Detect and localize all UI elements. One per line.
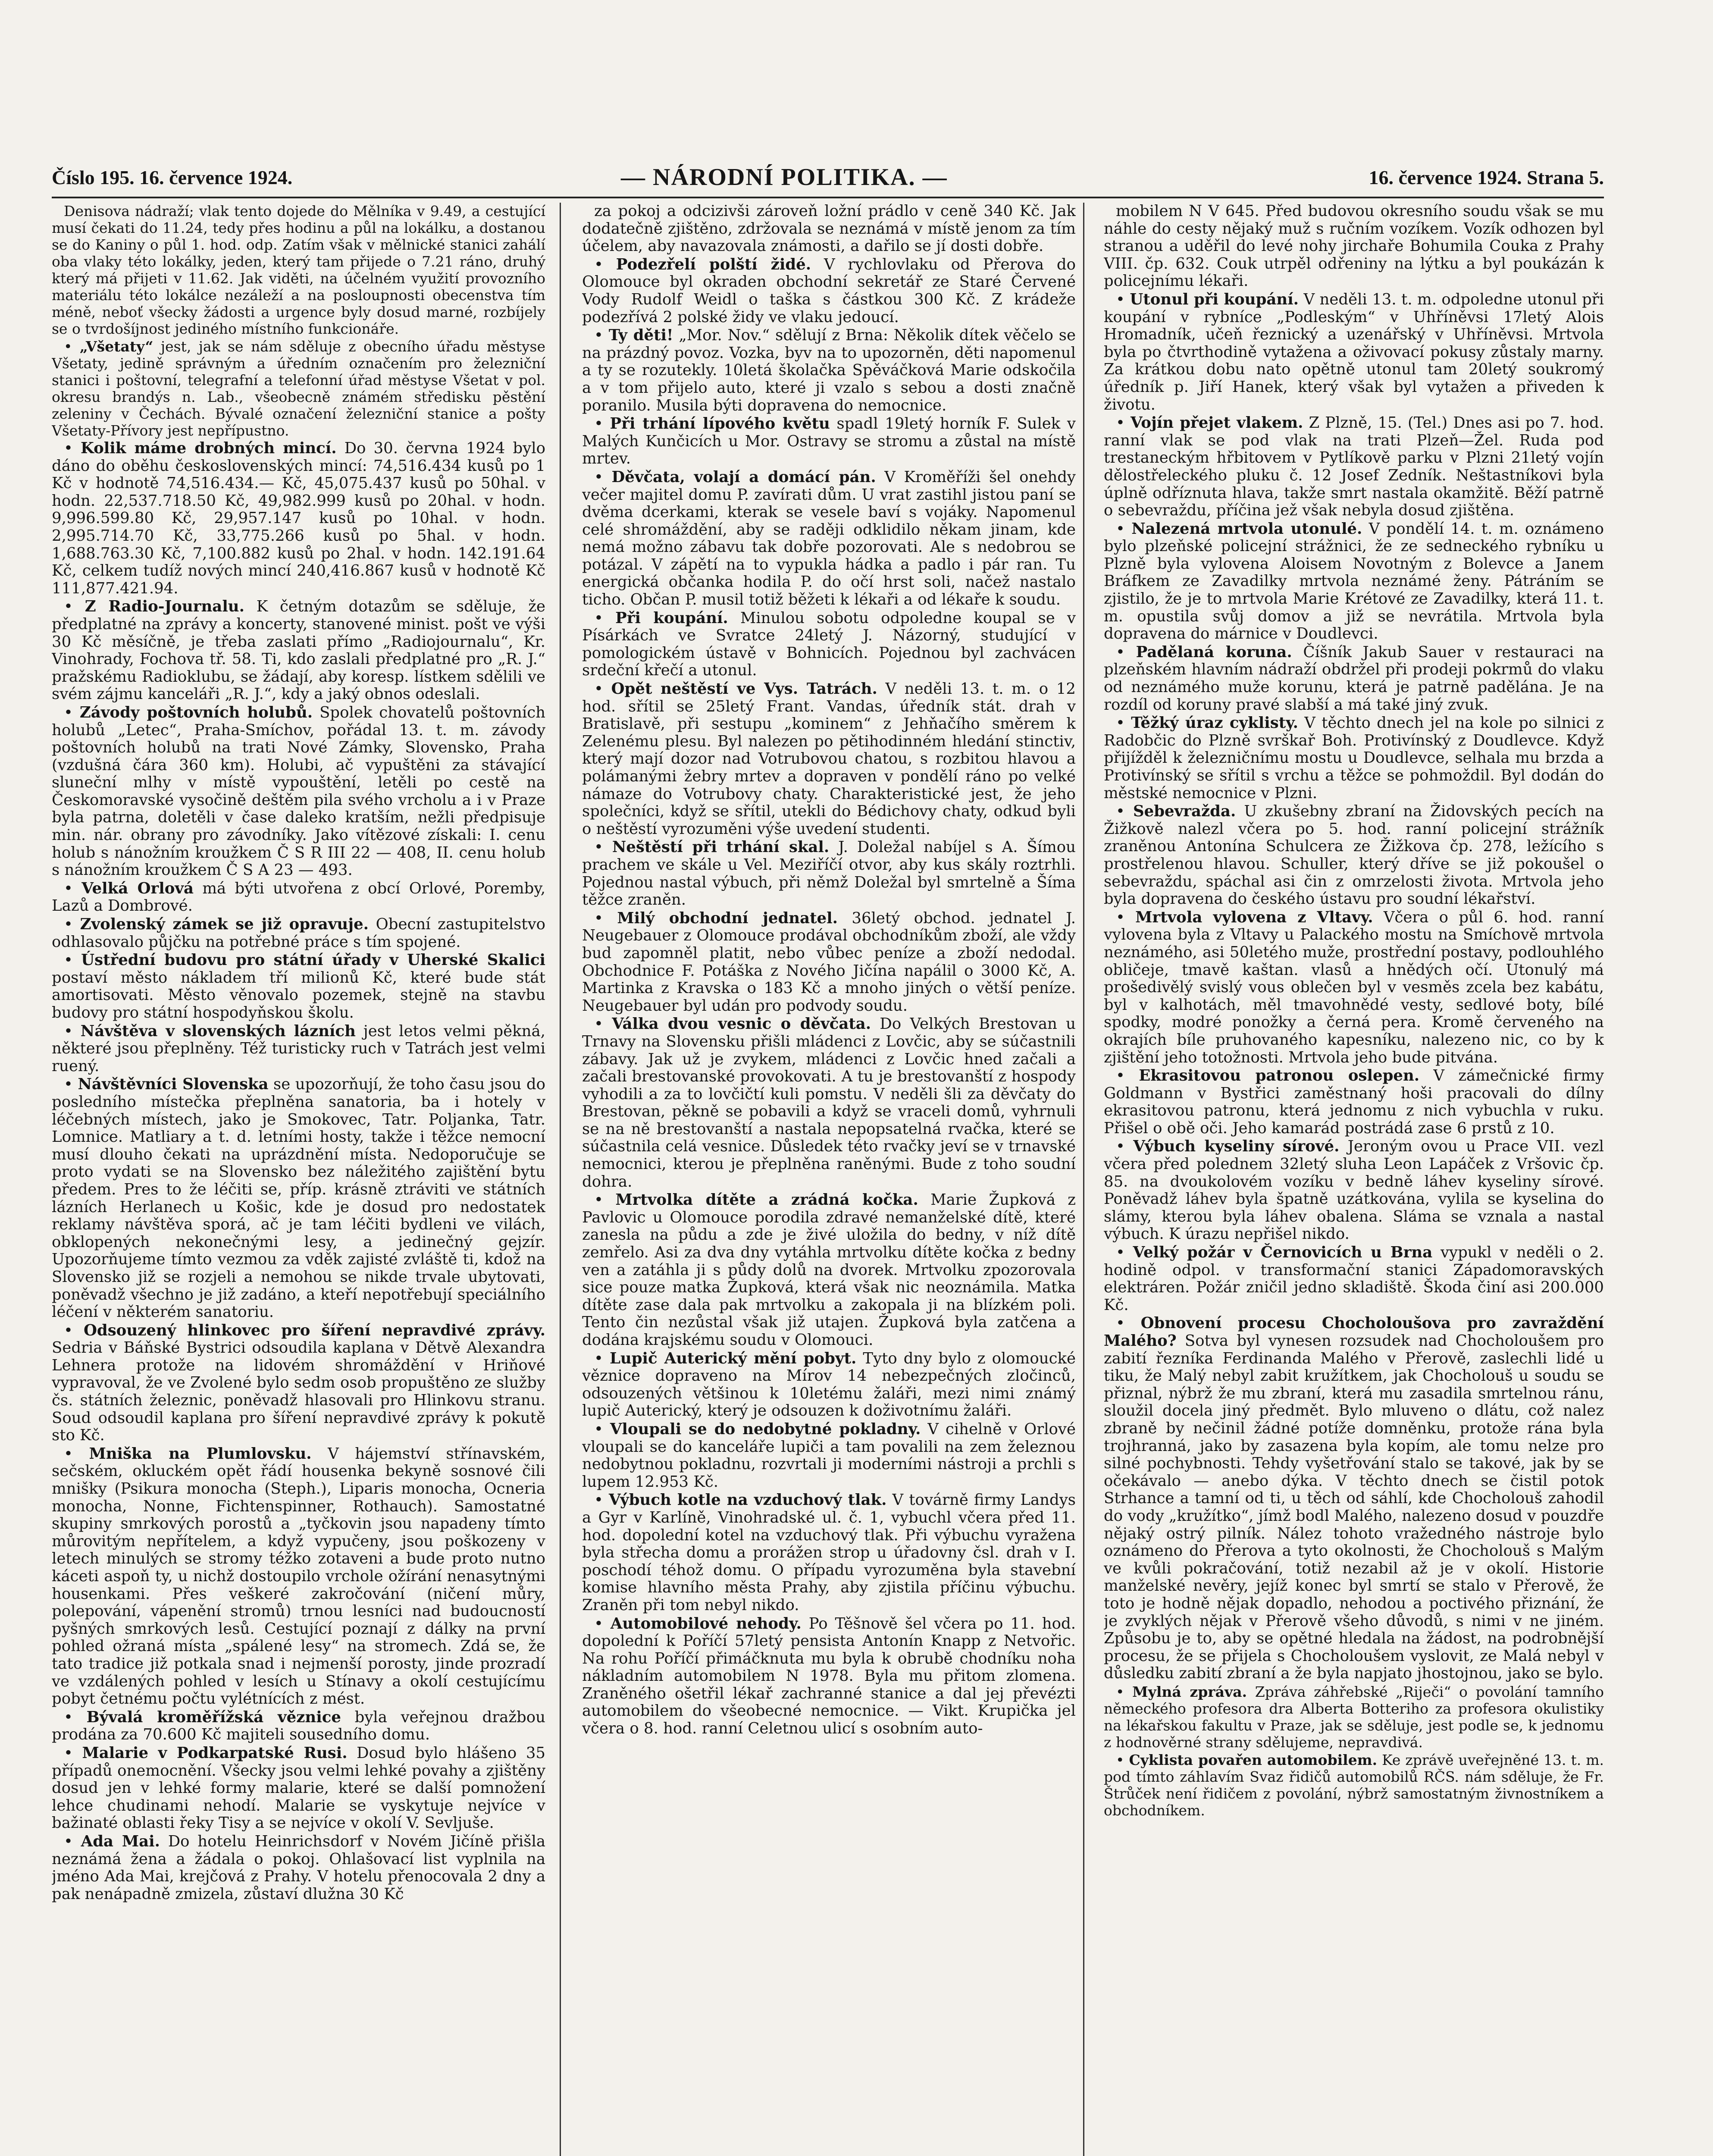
article: • Kolik máme drobných mincí. Do 30. června 1924 bylo dáno do oběhu československých mincí: 74,516.434 kusů po 1 Kč v hodnotě 74,516.434.— Kč, 45,075.437 kusů po 50hal. v hodn. 22,537.718.50 Kč, 49,982.999 kusů po 20hal. v hodn. 9,996.599.80 Kč, 29,957.147 kusů po 10hal. v hodn. 2,995.714.70 Kč, 33,775.266 kusů po 5hal. v hodn. 1,688.763.30 Kč, 7,100.882 kusů po 2hal. v hodn. 142.191.64 Kč, celkem tudíž nových mincí 240,416.867 kusů v hodnotě Kč 111,877.421.94. bbox=[52, 439, 545, 597]
article: • Vloupali se do nedobytné pokladny. V cihelně v Orlové vloupali se do kanceláře lupiči a tam povalili na zem železnou nedobytnou pokladnu, rozvrtali ji moderními nástroji a prchli s lupem 12.953 Kč. bbox=[582, 1420, 1076, 1491]
article-headline: Utonul při koupání. bbox=[1130, 290, 1299, 308]
page-header bbox=[52, 166, 1604, 196]
article: • Děvčata, volají a domácí pán. V Kroměříži šel onehdy večer majitel domu P. zavírati dům. U vrat zastihl jistou paní se dvěma dcerkami, kterak se vesele baví s vojáky. Napomenul celé shromáždění, aby se raději odklidilo někam jinam, kde nemá možno zábavu tak dobře pozorovati. Ale s nedobrou se potázal. V zápětí na to vypukla hádka a padlo i pár ran. Tu energická občanka hodila P. do očí hrst soli, načež nastalo ticho. Občan P. musil totiž běžeti k lékaři a od lékaře k soudu. bbox=[582, 468, 1076, 609]
article-text: postaví město nákladem tří milionů Kč, které bude stát amortisovati. Město věnovalo pozemek, stejně na stavbu budovy pro státní hospodyňskou školu. bbox=[52, 968, 545, 1022]
article-headline: Ústřední budovu pro státní úřady v Uherské Skalici bbox=[81, 951, 545, 969]
article-headline: Válka dvou vesnic o děvčata. bbox=[612, 1015, 871, 1033]
article-text: V cihelně v Orlové vloupali se do kanceláře lupiči a tam povalili na zem železnou nedobytnou pokladnu, rozvrtali ji moderními nástroji a prchli s lupem 12.953 Kč. bbox=[582, 1420, 1076, 1491]
article-headline: Kolik máme drobných mincí. bbox=[81, 439, 337, 457]
article: • Neštěstí při trhání skal. J. Doležal nabíjel s A. Šímou prachem ve skále u Vel. Meziříčí otvor, aby kus skály roztrhli. Pojednou nastal výbuch, při němž Doležal byl smrtelně a Šíma těžce zraněn. bbox=[582, 838, 1076, 909]
article-headline: Velký požár v Černovicích u Brna bbox=[1133, 1244, 1433, 1262]
issue-number: Číslo 195. 16. července 1924. bbox=[52, 166, 293, 188]
article-text: 36letý obchod. jednatel J. Neugebauer z Olomouce prodával obchodníkům zboží, ale vždy bud zapomněl platit, nebo vůbec peníze a zboží nedodal. Obchodnice F. Potáška z Nového Jičína napálil o 3000 Kč, A. Martinka z Kravska o 183 Kč a mnoho jiných o větší peníze. Neugebauer byl udán pro podvody soudu. bbox=[582, 909, 1076, 1015]
article-headline: Děvčata, volají a domácí pán. bbox=[611, 468, 876, 486]
masthead: — NÁRODNÍ POLITIKA. — bbox=[621, 164, 948, 191]
article-text: Obecní zastupitelstvo odhlasovalo půjčku na potřebné práce s tím spojené. bbox=[52, 915, 545, 951]
article-headline: Opět neštěstí ve Vys. Tatrách. bbox=[611, 680, 877, 698]
article-headline: Závody poštovních holubů. bbox=[79, 703, 313, 721]
article-text: jest letos velmi pěkná, některé jsou přeplněny. Též turisticky ruch v Tatrách jest velmi ruený. bbox=[52, 1022, 545, 1075]
article-text: Ke zprávě uveřejněné 13. t. m. pod tímto záhlavím Svaz řidičů automobilů RČS. nám sděluje, že Fr. Štrůček není řidičem z povolání, nýbrž samostatným živnostníkem a obchodníkem. bbox=[1104, 1751, 1604, 1819]
article bbox=[52, 203, 545, 337]
article: • Při koupání. Minulou sobotu odpoledne koupal se v Písárkách ve Svratce 24letý J. Názorný, studující v pomologickém ústavě v Bohnicích. Pojednou byl zachvácen srdeční křečí a utonul. bbox=[582, 609, 1076, 680]
article-text: „Mor. Nov.“ sdělují z Brna: Několik dítek věčelo se na prázdný povoz. Vozka, byv na to upozorněn, děti napomenul a ty se rozutekly. 10letá školačka Spěváčková Marie odskočila a v tom přijelo auto, které ji vzalo s sebou a dosti značně poranilo. Musila býti dopravena do nemocnice. bbox=[582, 326, 1076, 414]
article-text: mobilem N V 645. Před budovou okresního soudu však se mu náhle do cesty nějaký muž s ručním vozíkem. Vozík odhozen byl stranou a uděřil do levé nohy jirchaře Bohumila Couka z Prahy VIII. čp. 632. Couk utrpěl odřeniny na lýtku a byl poukázán k policejnímu lékaři. bbox=[1104, 203, 1604, 290]
article-headline: Bývalá kroměřížská věznice bbox=[86, 1708, 341, 1726]
article-headline: Vojín přejet vlakem. bbox=[1131, 414, 1303, 432]
article-headline: Nalezená mrtvola utonulé. bbox=[1131, 520, 1362, 538]
article-text: Tyto dny bylo z olomoucké věznice dopraveno na Mírov 14 nebezpečných zločinců, odsouzených většinou k 10letému žaláři, mezi nimi známý lupič Auterický, který je odsouzen k doživotnímu žaláři. bbox=[582, 1349, 1076, 1420]
article: • Mrtvolka dítěte a zrádná kočka. Marie Župková z Pavlovic u Olomouce porodila zdravé nemanželské dítě, které zanesla na půdu a zde je živé uložila do bedny, v níž dítě zemřelo. Asi za dva dny vytáhla mrtvolku dítěte kočka z bedny ven a zatáhla ji s půdy dolů na dvorek. Mrtvolku zpozorovala sice pouze matka Župková, která však nic neoznámila. Matka dítěte zase dala pak mrtvolku a zakopala ji na blízkém poli. Tento čin nezůstal však již utajen. Župková byla zatčena a dodána krajskému soudu v Olomouci. bbox=[582, 1191, 1076, 1349]
article-headline: Při koupání. bbox=[615, 609, 728, 627]
article-text: Denisova nádraží; vlak tento dojede do Mělníka v 9.49, a cestující musí čekati do 11.24, tedy přes hodinu a půl na lokálku, a dostanou se do Kaniny o půl 1. hod. odp. Zatím však v mělnické stanici zahálí oba vlaky této lokálky, jeden, který tam přijede o 7.21 ráno, druhý který má přijeti v 11.62. Jak viděti, na účelném využití provozního materiálu této lokálce nezáleží a na posloupnosti obecenstva tím méně, neboť všecky žádosti a urgence byly dosud marné, rozbíjely se o tvrdošíjnost jediného místního funkcionáře. bbox=[52, 203, 545, 337]
article-headline: Milý obchodní jednatel. bbox=[617, 909, 838, 927]
article-text: Z Plzně, 15. (Tel.) Dnes asi po 7. hod. ranní vlak se pod vlak na trati Plzeň—Žel. Ruda pod trestaneckým hřbitovem v Pytlíkově parku v Plzni 21letý vojín dělostřeleckého pluku č. 12 Josef Zedník. Neštastníkovi byla úplně odříznuta hlava, takže smrt nastala okamžitě. Běží patrně o sebevraždu, příčina jež však nebyla dosud zjištěna. bbox=[1104, 414, 1604, 520]
article-text: J. Doležal nabíjel s A. Šímou prachem ve skále u Vel. Meziříčí otvor, aby kus skály roztrhli. Pojednou nastal výbuch, při němž Doležal byl smrtelně a Šíma těžce zraněn. bbox=[582, 838, 1076, 909]
article-headline: Podezřelí polští židé. bbox=[616, 255, 811, 273]
article: • Odsouzený hlinkovec pro šíření nepravdivé zprávy. Sedria v Báňské Bystrici odsoudila kaplana v Dětvě Alexandra Lehnera protože na lidovém shromáždění v Hriňové vypravoval, že ve Zvolené bylo sedm osob propuštěno ze služby čs. státních železnic, poněvadž hlasovali pro Hlinkovu stranu. Soud odsoudil kaplana pro šíření nepravdivé zprávy k pokutě sto Kč. bbox=[52, 1321, 545, 1445]
article: • Milý obchodní jednatel. 36letý obchod. jednatel J. Neugebauer z Olomouce prodával obchodníkům zboží, ale vždy bud zapomněl platit, nebo vůbec peníze a zboží nedodal. Obchodnice F. Potáška z Nového Jičína napálil o 3000 Kč, A. Martinka z Kravska o 183 Kč a mnoho jiných o větší peníze. Neugebauer byl udán pro podvody soudu. bbox=[582, 909, 1076, 1015]
article-headline: Při trhání lípového květu bbox=[610, 415, 830, 433]
article-text: jest, jak se nám sděluje z obecního úřadu městyse Všetaty, jedině správným a úředním označením pro železniční stanici i poštovní, telegrafní a telefonní úřad městyse Všetat v pol. okresu brandýs n. Lab., všeobecně známém středisku pěstění zeleniny v Čechách. Bývalé označení železniční stanice a pošty Všetaty-Přívory jest nepřípustno. bbox=[52, 338, 545, 439]
article-headline: Mrtvola vylovena z Vltavy. bbox=[1135, 908, 1373, 926]
article-text: Minulou sobotu odpoledne koupal se v Písárkách ve Svratce 24letý J. Názorný, studující v pomologickém ústavě v Bohnicích. Pojednou byl zachvácen srdeční křečí a utonul. bbox=[582, 609, 1076, 680]
article-text: U zkušebny zbraní na Židovských pecích na Žižkově nalezl včera po 5. hod. ranní policejní strážník zraněnou Antonína Schulcera ze Žižkova čp. 278, ležícího s prostřelenou hlavou. Schuller, který dříve se již pokoušel o sebevraždu, spáchal asi čin z omrzelosti života. Mrtvola jeho byla dopravena do českého ústavu pro soudní lékařství. bbox=[1104, 802, 1604, 908]
article: • „Všetaty“ jest, jak se nám sděluje z obecního úřadu městyse Všetaty, jedině správným a úředním označením pro železniční stanici i poštovní, telegrafní a telefonní úřad městyse Všetat v pol. okresu brandýs n. Lab., všeobecně známém středisku pěstění zeleniny v Čechách. Bývalé označení železniční stanice a pošty Všetaty-Přívory jest nepřípustno. bbox=[52, 338, 545, 439]
article-headline: Zvolenský zámek se již opravuje. bbox=[80, 915, 369, 934]
article-text: V pondělí 14. t. m. oznámeno bylo plzeňské policejní strážnici, že ze sedneckého rybníku u Plzně byla vylovena Aloisem Novotným z Bolevce a Janem Bráfkem ze Zavadilky mrtvola neznámé ženy. Pátráním se zjistilo, že je to mrtvola Marie Krétové ze Zavadilky, která 11. t. m. opustila svůj domov a již se nevrátila. Mrtvola byla dopravena do márnice v Doudlevci. bbox=[1104, 520, 1604, 643]
article: • Závody poštovních holubů. Spolek chovatelů poštovních holubů „Letec“, Praha-Smíchov, pořádal 13. t. m. závody poštovních holubů na trati Nové Zámky, Slovensko, Praha (vzdušná čára 360 km). Holubi, ač vypuštěni za stávající sluneční mlhy v místě vypouštění, letěli po cestě na Českomoravské vysočině deštěm pila svého vrcholu a i v Praze byla patrna, doletěli v čase daleko kratším, nežli předpisuje min. nár. obrany pro závodníky. Jako vítězové získali: I. cenu holub s nánožním kroužkem Č S R III 22 — 408, II. cenu holub s nánožním kroužkem Č S A 23 — 493. bbox=[52, 703, 545, 879]
article-text: Dosud bylo hlášeno 35 případů onemocnění. Všecky jsou velmi lehké povahy a zjištěny dosud jen v lehké formy malarie, které se další pomnožení lehce chudinami nehodí. Malarie se vyskytuje nejvíce v bažinaté oblasti řeky Tisy a se nejvíce v okolí V. Sevljuše. bbox=[52, 1744, 545, 1832]
article: • Mrtvola vylovena z Vltavy. Včera o půl 6. hod. ranní vylovena byla z Vltavy u Palackého mostu na Smíchově mrtvola neznámého, asi 50letého muže, prostřední postavy, podlouhlého obličeje, tmavě kaštan. vlasů a hnědých očí. Utonulý má prošedivělý svislý vous oblečen byl v vesměs zcela bez kabátu, byl v kalhotách, měl tmavohnědé vesty, sedlové boty, bílé spodky, modré ponožky a černá pera. Kromě červeného na okrajích bíle pruhovaného kapesníku, nalezeno nic, co by k zjištění jeho totožnosti. Mrtvola jeho bude pitvána. bbox=[1104, 908, 1604, 1066]
article bbox=[582, 203, 1076, 255]
article: • Mniška na Plumlovsku. V hájemství střínavském, sečském, okluckém opět řádí housenka bekyně sosnové čili mnišky (Psikura monocha (Steph.), Liparis monocha, Ocneria monocha, Nonne, Fichtenspinner, Rothauch). Samostatné skupiny smrkových porostů a „tyčkovin jsou napadeny tímto můrovitým nepřítelem, a když vypučeny, jsou poškozeny v letech minulých se stromy téžko zotaveni a bude proto nutno káceti aspoň ty, u nichž dostoupilo vrchole ožírání nenasytnými housenkami. Přes veškeré zakročování (ničení můry, polepování, vápenění stromů) trnou lesníci nad budoucností pyšných smrkových lesů. Cestující poznají z dálky na první pohled ožraná místa „spálené lesy“ na stromech. Zdá se, že tato tradice již potkala snad i nejmenší porosty, jinde prozradí ve vzdálených pohled v lesích u Stínavy a okolí cestujícímu pobyt četnému počtu vylétnících z mést. bbox=[52, 1445, 545, 1708]
column-divider bbox=[1083, 203, 1084, 2156]
article-headline: Lupič Auterický mění pobyt. bbox=[609, 1349, 857, 1367]
article-text: V neděli 13. t. m. odpoledne utonul při koupání v rybníce „Podleským“ v Uhříněvsi 17letý Alois Hromadník, učeň řeznický a uzenářský v Uhříněvsi. Mrtvola byla po čtvrthodině vytažena a oživovací pokusy zůstaly marny. Za krátkou dobu nato opětně utonul tam 20letý soukromý úředník p. Jiří Hanek, který však byl vytažen a přiveden k životu. bbox=[1104, 290, 1604, 414]
article: • Velká Orlová má býti utvořena z obcí Orlové, Poremby, Lazů a Dombrové. bbox=[52, 879, 545, 915]
article-headline: Těžký úraz cyklisty. bbox=[1131, 714, 1299, 732]
article-text: Sedria v Báňské Bystrici odsoudila kaplana v Dětvě Alexandra Lehnera protože na lidovém shromáždění v Hriňové vypravoval, že ve Zvolené bylo sedm osob propuštěno ze služby čs. státních železnic, poněvadž hlasovali pro Hlinkovu stranu. Soud odsoudil kaplana pro šíření nepravdivé zprávy k pokutě sto Kč. bbox=[52, 1339, 545, 1445]
article: • Lupič Auterický mění pobyt. Tyto dny bylo z olomoucké věznice dopraveno na Mírov 14 nebezpečných zločinců, odsouzených většinou k 10letému žaláři, mezi nimi známý lupič Auterický, který je odsouzen k doživotnímu žaláři. bbox=[582, 1349, 1076, 1420]
article: • Výbuch kyseliny sírové. Jeroným ovou u Prace VII. vezl včera před polednem 32letý sluha Leon Lapáček z Vršovic čp. 85. na dvoukolovém vozíku v bedně láhev kyseliny sírové. Poněvadž láhev byla špatně uzátkována, vylila se kyselina do slámy, kterou byla láhev obalena. Sláma se vznala a nastal výbuch. K úrazu nepřišel nikdo. bbox=[1104, 1138, 1604, 1243]
article: • Těžký úraz cyklisty. V těchto dnech jel na kole po silnici z Radobčic do Plzně svrškař Boh. Protivínský z Doudlevce. Když přijížděl k železničnímu mostu u Doudlevce, selhala mu brzda a Protivínský se sřítil s vrchu a těžce se pohmoždil. Byl dodán do městské nemocnice v Plzni. bbox=[1104, 714, 1604, 802]
article-text: vypukl v neděli o 2. hodině odpol. v transformační stanici Západomoravských elektráren. Požár zničil jedno skladiště. Škoda činí asi 200.000 Kč. bbox=[1104, 1244, 1604, 1314]
article: • Návštěva v slovenských lázních jest letos velmi pěkná, některé jsou přeplněny. Též turisticky ruch v Tatrách jest velmi ruený. bbox=[52, 1022, 545, 1075]
article-headline: Ekrasitovou patronou oslepen. bbox=[1139, 1067, 1420, 1085]
article: • Cyklista povařen automobilem. Ke zprávě uveřejněné 13. t. m. pod tímto záhlavím Svaz řidičů automobilů RČS. nám sděluje, že Fr. Štrůček není řidičem z povolání, nýbrž samostatným živnostníkem a obchodníkem. bbox=[1104, 1751, 1604, 1819]
article: • Z Radio-Journalu. K četným dotazům se sděluje, že předplatné na zprávy a koncerty, stanovené minist. pošt ve výši 30 Kč měsíčně, je třeba zaslati přímo „Radiojournalu“, Kr. Vinohrady, Fochova tř. 58. Ti, kdo zaslali předplatné pro „R. J.“ pražskému Radioklubu, se žádají, aby koresp. lístkem sdělili ve svém zájmu kanceláři „R. J.“, kdy a jaký obnos odeslali. bbox=[52, 598, 545, 703]
article: • Mylná zpráva. Zpráva záhřebské „Riječi“ o povolání tamního německého profesora dra Alberta Botteriho za profesora okulistiky na lékařskou fakultu v Praze, jak se sděluje, jest podle se, k jednomu z hodnověrné strany sdělujeme, nepravdivá. bbox=[1104, 1683, 1604, 1751]
article-headline: Velká Orlová bbox=[81, 879, 194, 897]
article: • Nalezená mrtvola utonulé. V pondělí 14. t. m. oznámeno bylo plzeňské policejní strážnici, že ze sedneckého rybníku u Plzně byla vylovena Aloisem Novotným z Bolevce a Janem Bráfkem ze Zavadilky mrtvola neznámé ženy. Pátráním se zjistilo, že je to mrtvola Marie Krétové ze Zavadilky, která 11. t. m. opustila svůj domov a již se nevrátila. Mrtvola byla dopravena do márnice v Doudlevci. bbox=[1104, 520, 1604, 643]
article: • Sebevražda. U zkušebny zbraní na Židovských pecích na Žižkově nalezl včera po 5. hod. ranní policejní strážník zraněnou Antonína Schulcera ze Žižkova čp. 278, ležícího s prostřelenou hlavou. Schuller, který dříve se již pokoušel o sebevraždu, spáchal asi čin z omrzelosti života. Mrtvola jeho byla dopravena do českého ústavu pro soudní lékařství. bbox=[1104, 802, 1604, 908]
article-headline: Výbuch kyseliny sírové. bbox=[1133, 1138, 1340, 1156]
article: • Podezřelí polští židé. V rychlovlaku od Přerova do Olomouce byl okraden obchodní sekretář ze Staré Červené Vody Rudolf Weidl o taška s částkou 300 Kč. Z krádeže podezřívá 2 polské židy ve vlaku jedoucí. bbox=[582, 255, 1076, 326]
article-headline: Návštěva v slovenských lázních bbox=[80, 1022, 356, 1040]
article-text: V rychlovlaku od Přerova do Olomouce byl okraden obchodní sekretář ze Staré Červené Vody Rudolf Weidl o taška s částkou 300 Kč. Z krádeže podezřívá 2 polské židy ve vlaku jedoucí. bbox=[582, 255, 1076, 326]
article-text: Zpráva záhřebské „Riječi“ o povolání tamního německého profesora dra Alberta Botteriho za profesora okulistiky na lékařskou fakultu v Praze, jak se sděluje, jest podle se, k jednomu z hodnověrné strany sdělujeme, nepravdivá. bbox=[1104, 1683, 1604, 1751]
article-text: za pokoj a odcizivši zároveň ložní prádlo v ceně 340 Kč. Jak dodatečně zjištěno, zdržovala se neznámá v místě jenom za tím účelem, aby navazovala známosti, a dařilo se jí dosti dobře. bbox=[582, 203, 1076, 255]
article-text: spadl 19letý horník F. Sulek v Malých Kunčicích u Mor. Ostravy se stromu a zůstal na místě mrtev. bbox=[582, 415, 1076, 468]
date-page-number: 16. července 1924. Strana 5. bbox=[1369, 166, 1604, 188]
article-headline: Mrtvolka dítěte a zrádná kočka. bbox=[615, 1191, 918, 1209]
article-headline: Ty děti! bbox=[608, 326, 673, 345]
article-headline: Cyklista povařen automobilem. bbox=[1129, 1751, 1378, 1768]
article-text: Sotva byl vynesen rozsudek nad Chocholoušem pro zabití řezníka Ferdinanda Malého v Přerově, zaslechli lidé u tiku, že Malý nebyl zabit kružítkem, jak Chocholouš u soudu se přiznal, nýbrž že mu zbraní, která mu zasadila smrtelnou ránu, sloužil docela jiný předmět. Bylo mluveno o dlátu, což nalez zbraně by nečinil žádné potíže domněnku, protože rána byla trojhranná, jako by zasazena byla kopím, ale tomu nelze pro silné pochybnosti. Tehdy vyšetřování stalo se takové, jak by se očekávalo — anebo dýka. V těchto dnech se čistil potok Strhance a tamní od ti, u těch od sáhlí, kde Chocholouš zahodil do vody „kružítko“, jímž bodl Malého, nalezeno dosud v pouzdře nějaký ostrý pilník. Nález tohoto vražedného nástroje bylo oznámeno do Přerova a tyto okolnosti, že Chocholouš s Malým ve kvůli pokračování, totiž nezabil až je v okolí. Historie manželské nevěry, jejíž konec byl smrtí se stalo v Přerově, že toto je hodně nějak dopadlo, nehodou a poctivého přiznání, že je zvyklých nějak v Přerově všeho důvodů, s nimi v ne jiném. Způsobu je to, aby se opětné hledala na žádost, na podrobnější procesu, že se přijela s Chocholoušem vyslovit, ze Malá nebyl v důsledku zabití zbraní a že byla napjato jhostojnou, jako se bylo. bbox=[1104, 1332, 1604, 1683]
article-text: Do Velkých Brestovan u Trnavy na Slovensku přišli mládenci z Lovčic, aby se súčastnili zábavy. Jak už je zvykem, mládenci z Lovčic hned začali a začali brestovanské provokovati. A tu je brestovanští z hospody vyhodili a za to lovčičtí kuli pomstu. V neděli šli za děvčaty do Brestovan, pěkně se pobavili a když se vraceli domů, vyhrnuli se na ně brestovanští a nastala nepopsatelná rvačka, které se súčastnila celá vesnice. Důsledek této rvačky jeví se v trnavské nemocnici, kterou je přeplněna raněnými. Bude z toho soudní dohra. bbox=[582, 1015, 1076, 1191]
article-headline: Ada Mai. bbox=[81, 1832, 160, 1850]
article-text: V těchto dnech jel na kole po silnici z Radobčic do Plzně svrškař Boh. Protivínský z Doudlevce. Když přijížděl k železničnímu mostu u Doudlevce, selhala mu brzda a Protivínský se sřítil s vrchu a těžce se pohmoždil. Byl dodán do městské nemocnice v Plzni. bbox=[1104, 714, 1604, 802]
article: • Ekrasitovou patronou oslepen. V zámečnické firmy Goldmann v Bystřici zaměstnaný hoši pracovali do dílny ekrasitovou patronu, která jednomu z nich vybuchla v ruku. Přišel o obě oči. Jeho kamarád postrádá zase 6 prstů z 10. bbox=[1104, 1067, 1604, 1137]
article: • Malarie v Podkarpatské Rusi. Dosud bylo hlášeno 35 případů onemocnění. Všecky jsou velmi lehké povahy a zjištěny dosud jen v lehké formy malarie, které se další pomnožení lehce chudinami nehodí. Malarie se vyskytuje nejvíce v bažinaté oblasti řeky Tisy a se nejvíce v okolí V. Sevljuše. bbox=[52, 1744, 545, 1832]
article-headline: Neštěstí při trhání skal. bbox=[612, 838, 830, 856]
article-headline: Z Radio-Journalu. bbox=[85, 598, 244, 616]
article-headline: Obnovení procesu Chocholoušova pro zavraždění Malého? bbox=[1104, 1314, 1604, 1350]
article-headline: Návštěvníci Slovenska bbox=[78, 1075, 269, 1094]
article bbox=[1104, 203, 1604, 290]
column-divider bbox=[560, 203, 561, 2156]
article-text: se upozorňují, že toho času jsou do posledního místečka přeplněna sanatoria, ba i hotely v léčebných místech, jako je Smokovec, Tatr. Poljanka, Tatr. Lomnice. Matliary a t. d. letními hosty, takže i těžce nemocní musí dlouho čekati na uprázdnění místa. Nedoporučuje se proto vydati se na Slovensko bez náležitého zajištění bytu předem. Pres to že léčiti se, příp. krásně ztráviti ve státních lázních Herlanech u Košic, kde je dosud pro nedostatek reklamy návštěva sporá, ač je tam léčiti bydleni ve vilách, obklopených nekonečnými lesy, a jedinečný gejzír. Upozorňujeme tímto vezmou za vděk zajisté zvláště ti, kdož na Slovensko již se rozjeli a nemohou se nikde trvale ubytovati, poněvadž všechno je již zadáno, a kteří nepotřebují speciálního léčení v některém sanatoriu. bbox=[52, 1075, 545, 1321]
article: • Ada Mai. Do hotelu Heinrichsdorf v Novém Jičíně přišla neznámá žena a žádala o pokoj. Ohlašovací list vyplnila na jméno Ada Mai, krejčová z Prahy. V hotelu přenocovala 2 dny a pak nenápadně zmizela, zůstaví dlužna 30 Kč bbox=[52, 1832, 545, 1903]
article-headline: „Všetaty“ bbox=[79, 338, 153, 355]
article-text: Číšník Jakub Sauer v restauraci na plzeňském hlavním nádraží obdržel při prodeji pokrmů do vlaku od neznámého muže korunu, která je patrně padělána. Je na rozdíl od koruny pravé slabší a má také jiný zvuk. bbox=[1104, 643, 1604, 714]
article-text: V hájemství střínavském, sečském, okluckém opět řádí housenka bekyně sosnové čili mnišky (Psikura monocha (Steph.), Liparis monocha, Ocneria monocha, Nonne, Fichtenspinner, Rothauch). Samostatné skupiny smrkových porostů a „tyčkovin jsou napadeny tímto můrovitým nepřítelem, a když vypučeny, jsou poškozeny v letech minulých se stromy téžko zotaveni a bude proto nutno káceti aspoň ty, u nichž dostoupilo vrchole ožírání nenasytnými housenkami. Přes veškeré zakročování (ničení můry, polepování, vápenění stromů) trnou lesníci nad budoucností pyšných smrkových lesů. Cestující poznají z dálky na první pohled ožraná místa „spálené lesy“ na stromech. Zdá se, že tato tradice již potkala snad i nejmenší porosty, jinde prozradí ve vzdálených pohled v lesích u Stínavy a okolí cestujícímu pobyt četnému počtu vylétnících z mést. bbox=[52, 1445, 545, 1708]
article-text: Po Těšnově šel včera po 11. hod. dopolední k Poříčí 57letý pensista Antonín Knapp z Netvořic. Na rohu Poříčí přimáčknuta mu byla k obrubě chodníku noha nákladním automobilem N 1978. Byla mu přitom zlomena. Zraněného ošetřil lékař zachranné stanice a dal jej převézti automobilem do všeobecné nemocnice. — Vikt. Krupička jel včera o 8. hod. ranní Celetnou ulicí s osobním auto- bbox=[582, 1614, 1076, 1738]
article: • Opět neštěstí ve Vys. Tatrách. V neděli 13. t. m. o 12 hod. sřítil se 25letý Frant. Vandas, úředník stát. drah v Bratislavě, při sestupu „kominem“ z Jehňačího směrem k Zelenému plesu. Byl nalezen po pětihodinném hledání stinctiv, který mají dozor nad Votrubovou chatou, s rozbitou hlavou a polámanými žebry mrtev a dopraven v pondělí ráno po velké námaze do Votrubovy chaty. Charakteristické jest, že jeho společníci, když se sřítil, utekli do Bédichovy chaty, odkud byli o neštěstí vyrozuměni výše uvedení studenti. bbox=[582, 680, 1076, 838]
article-text: Do 30. června 1924 bylo dáno do oběhu československých mincí: 74,516.434 kusů po 1 Kč v hodnotě 74,516.434.— Kč, 45,075.437 kusů po 50hal. v hodn. 22,537.718.50 Kč, 49,982.999 kusů po 20hal. v hodn. 9,996.599.80 Kč, 29,957.147 kusů po 10hal. v hodn. 2,995.714.70 Kč, 33,775.266 kusů po 5hal. v hodn. 1,688.763.30 Kč, 7,100.882 kusů po 2hal. v hodn. 142.191.64 Kč, celkem tudíž nových mincí 240,416.867 kusů v hodnotě Kč 111,877.421.94. bbox=[52, 439, 545, 597]
article: • Ty děti! „Mor. Nov.“ sdělují z Brna: Několik dítek věčelo se na prázdný povoz. Vozka, byv na to upozorněn, děti napomenul a ty se rozutekly. 10letá školačka Spěváčková Marie odskočila a v tom přijelo auto, které ji vzalo s sebou a dosti značně poranilo. Musila býti dopravena do nemocnice. bbox=[582, 326, 1076, 414]
column-3 bbox=[1104, 203, 1604, 2156]
column-1 bbox=[52, 203, 545, 2156]
article-headline: Výbuch kotle na vzduchový tlak. bbox=[609, 1491, 887, 1509]
article: • Bývalá kroměřížská věznice byla veřejnou dražbou prodána za 70.600 Kč majiteli sousedního domu. bbox=[52, 1708, 545, 1744]
article-text: V zámečnické firmy Goldmann v Bystřici zaměstnaný hoši pracovali do dílny ekrasitovou patronu, která jednomu z nich vybuchla v ruku. Přišel o obě oči. Jeho kamarád postrádá zase 6 prstů z 10. bbox=[1104, 1067, 1604, 1137]
article-headline: Odsouzený hlinkovec pro šíření nepravdivé zprávy. bbox=[83, 1321, 545, 1339]
article-headline: Mniška na Plumlovsku. bbox=[89, 1445, 312, 1463]
article-text: V neděli 13. t. m. o 12 hod. sřítil se 25letý Frant. Vandas, úředník stát. drah v Bratislavě, při sestupu „kominem“ z Jehňačího směrem k Zelenému plesu. Byl nalezen po pětihodinném hledání stinctiv, který mají dozor nad Votrubovou chatou, s rozbitou hlavou a polámanými žebry mrtev a dopraven v pondělí ráno po velké námaze do Votrubovy chaty. Charakteristické jest, že jeho společníci, když se sřítil, utekli do Bédichovy chaty, odkud byli o neštěstí vyrozuměni výše uvedení studenti. bbox=[582, 680, 1076, 838]
article-headline: Malarie v Podkarpatské Rusi. bbox=[82, 1744, 348, 1762]
article: • Zvolenský zámek se již opravuje. Obecní zastupitelstvo odhlasovalo půjčku na potřebné práce s tím spojené. bbox=[52, 915, 545, 951]
article: • Ústřední budovu pro státní úřady v Uherské Skalici postaví město nákladem tří milionů Kč, které bude stát amortisovati. Město věnovalo pozemek, stejně na stavbu budovy pro státní hospodyňskou školu. bbox=[52, 951, 545, 1022]
article-headline: Sebevražda. bbox=[1133, 802, 1236, 821]
article-text: Do hotelu Heinrichsdorf v Novém Jičíně přišla neznámá žena a žádala o pokoj. Ohlašovací list vyplnila na jméno Ada Mai, krejčová z Prahy. V hotelu přenocovala 2 dny a pak nenápadně zmizela, zůstaví dlužna 30 Kč bbox=[52, 1832, 545, 1903]
header-rule bbox=[52, 197, 1604, 198]
article: • Utonul při koupání. V neděli 13. t. m. odpoledne utonul při koupání v rybníce „Podleským“ v Uhříněvsi 17letý Alois Hromadník, učeň řeznický a uzenářský v Uhříněvsi. Mrtvola byla po čtvrthodině vytažena a oživovací pokusy zůstaly marny. Za krátkou dobu nato opětně utonul tam 20letý soukromý úředník p. Jiří Hanek, který však byl vytažen a přiveden k životu. bbox=[1104, 290, 1604, 414]
article: • Válka dvou vesnic o děvčata. Do Velkých Brestovan u Trnavy na Slovensku přišli mládenci z Lovčic, aby se súčastnili zábavy. Jak už je zvykem, mládenci z Lovčic hned začali a začali brestovanské provokovati. A tu je brestovanští z hospody vyhodili a za to lovčičtí kuli pomstu. V neděli šli za děvčaty do Brestovan, pěkně se pobavili a když se vraceli domů, vyhrnuli se na ně brestovanští a nastala nepopsatelná rvačka, které se súčastnila celá vesnice. Důsledek této rvačky jeví se v trnavské nemocnici, kterou je přeplněna raněnými. Bude z toho soudní dohra. bbox=[582, 1015, 1076, 1191]
article-headline: Vloupali se do nedobytné pokladny. bbox=[610, 1420, 921, 1438]
article: • Velký požár v Černovicích u Brna vypukl v neděli o 2. hodině odpol. v transformační stanici Západomoravských elektráren. Požár zničil jedno skladiště. Škoda činí asi 200.000 Kč. bbox=[1104, 1244, 1604, 1314]
article: • Výbuch kotle na vzduchový tlak. V továrně firmy Landys a Gyr v Karlíně, Vinohradské ul. č. 1, vybuchl včera před 11. hod. dopolední kotel na vzduchový tlak. Při výbuchu vyražena byla střecha domu a prorážen strop u úřadovny čsl. drah v I. poschodí téhož domu. O případu vyrozuměna byla stavební komise hlavního města Prahy, aby zjistila příčinu výbuchu. Zraněn při tom nebyl nikdo. bbox=[582, 1491, 1076, 1614]
article: • Obnovení procesu Chocholoušova pro zavraždění Malého? Sotva byl vynesen rozsudek nad Chocholoušem pro zabití řezníka Ferdinanda Malého v Přerově, zaslechli lidé u tiku, že Malý nebyl zabit kružítkem, jak Chocholouš u soudu se přiznal, nýbrž že mu zbraní, která mu zasadila smrtelnou ránu, sloužil docela jiný předmět. Bylo mluveno o dlátu, což nalez zbraně by nečinil žádné potíže domněnku, protože rána byla trojhranná, jako by zasazena byla kopím, ale tomu nelze pro silné pochybnosti. Tehdy vyšetřování stalo se takové, jak by se očekávalo — anebo dýka. V těchto dnech se čistil potok Strhance a tamní od ti, u těch od sáhlí, kde Chocholouš zahodil do vody „kružítko“, jímž bodl Malého, nalezeno dosud v pouzdře nějaký ostrý pilník. Nález tohoto vražedného nástroje bylo oznámeno do Přerova a tyto okolnosti, že Chocholouš s Malým ve kvůli pokračování, totiž nezabil až je v okolí. Historie manželské nevěry, jejíž konec byl smrtí se stalo v Přerově, že toto je hodně nějak dopadlo, nehodou a poctivého přiznání, že je zvyklých nějak v Přerově všeho důvodů, s nimi v ne jiném. Způsobu je to, aby se opětné hledala na žádost, na podrobnější procesu, že se přijela s Chocholoušem vyslovit, ze Malá nebyl v důsledku zabití zbraní a že byla napjato jhostojnou, jako se bylo. bbox=[1104, 1314, 1604, 1683]
article-text: K četným dotazům se sděluje, že předplatné na zprávy a koncerty, stanovené minist. pošt ve výši 30 Kč měsíčně, je třeba zaslati přímo „Radiojournalu“, Kr. Vinohrady, Fochova tř. 58. Ti, kdo zaslali předplatné pro „R. J.“ pražskému Radioklubu, se žádají, aby koresp. lístkem sdělili ve svém zájmu kanceláři „R. J.“, kdy a jaký obnos odeslali. bbox=[52, 598, 545, 703]
article-text: Marie Župková z Pavlovic u Olomouce porodila zdravé nemanželské dítě, které zanesla na půdu a zde je živé uložila do bedny, v níž dítě zemřelo. Asi za dva dny vytáhla mrtvolku dítěte kočka z bedny ven a zatáhla ji s půdy dolů na dvorek. Mrtvolku zpozorovala sice pouze matka Župková, která však nic neoznámila. Matka dítěte zase dala pak mrtvolku a zakopala ji na blízkém poli. Tento čin nezůstal však již utajen. Župková byla zatčena a dodána krajskému soudu v Olomouci. bbox=[582, 1191, 1076, 1349]
article: • Padělaná koruna. Číšník Jakub Sauer v restauraci na plzeňském hlavním nádraží obdržel při prodeji pokrmů do vlaku od neznámého muže korunu, která je patrně padělána. Je na rozdíl od koruny pravé slabší a má také jiný zvuk. bbox=[1104, 643, 1604, 714]
article-text: má býti utvořena z obcí Orlové, Poremby, Lazů a Dombrové. bbox=[52, 879, 545, 915]
article-text: byla veřejnou dražbou prodána za 70.600 Kč majiteli sousedního domu. bbox=[52, 1708, 545, 1744]
article-text: Jeroným ovou u Prace VII. vezl včera před polednem 32letý sluha Leon Lapáček z Vršovic čp. 85. na dvoukolovém vozíku v bedně láhev kyseliny sírové. Poněvadž láhev byla špatně uzátkována, vylila se kyselina do slámy, kterou byla láhev obalena. Sláma se vznala a nastal výbuch. K úrazu nepřišel nikdo. bbox=[1104, 1138, 1604, 1243]
article-text: Včera o půl 6. hod. ranní vylovena byla z Vltavy u Palackého mostu na Smíchově mrtvola neznámého, asi 50letého muže, prostřední postavy, podlouhlého obličeje, tmavě kaštan. vlasů a hnědých očí. Utonulý má prošedivělý svislý vous oblečen byl v vesměs zcela bez kabátu, byl v kalhotách, měl tmavohnědé vesty, sedlové boty, bílé spodky, modré ponožky a černá pera. Kromě červeného na okrajích bíle pruhovaného kapesníku, nalezeno nic, co by k zjištění jeho totožnosti. Mrtvola jeho bude pitvána. bbox=[1104, 908, 1604, 1066]
article: • Automobilové nehody. Po Těšnově šel včera po 11. hod. dopolední k Poříčí 57letý pensista Antonín Knapp z Netvořic. Na rohu Poříčí přimáčknuta mu byla k obrubě chodníku noha nákladním automobilem N 1978. Byla mu přitom zlomena. Zraněného ošetřil lékař zachranné stanice a dal jej převézti automobilem do všeobecné nemocnice. — Vikt. Krupička jel včera o 8. hod. ranní Celetnou ulicí s osobním auto- bbox=[582, 1614, 1076, 1738]
article-headline: Automobilové nehody. bbox=[610, 1614, 802, 1633]
article: • Vojín přejet vlakem. Z Plzně, 15. (Tel.) Dnes asi po 7. hod. ranní vlak se pod vlak na trati Plzeň—Žel. Ruda pod trestaneckým hřbitovem v Pytlíkově parku v Plzni 21letý vojín dělostřeleckého pluku č. 12 Josef Zedník. Neštastníkovi byla úplně odříznuta hlava, takže smrt nastala okamžitě. Běží patrně o sebevraždu, příčina jež však nebyla dosud zjištěna. bbox=[1104, 414, 1604, 520]
article-text: V Kroměříži šel onehdy večer majitel domu P. zavírati dům. U vrat zastihl jistou paní se dvěma dcerkami, kterak se vesele baví s vojáky. Napomenul celé shromáždění, aby se raději odklidilo někam jinam, kde nemá možno zábavu tak dobře pozorovati. Ale s nedobrou se potázal. V zápětí na to vypukla hádka a padlo i pár ran. Tu energická občanka hodila P. do očí hrst soli, načež nastalo ticho. Občan P. musil totiž běžeti k lékaři a od lékaře k soudu. bbox=[582, 468, 1076, 609]
article: • Při trhání lípového květu spadl 19letý horník F. Sulek v Malých Kunčicích u Mor. Ostravy se stromu a zůstal na místě mrtev. bbox=[582, 415, 1076, 468]
article: • Návštěvníci Slovenska se upozorňují, že toho času jsou do posledního místečka přeplněna sanatoria, ba i hotely v léčebných místech, jako je Smokovec, Tatr. Poljanka, Tatr. Lomnice. Matliary a t. d. letními hosty, takže i těžce nemocní musí dlouho čekati na uprázdnění místa. Nedoporučuje se proto vydati se na Slovensko bez náležitého zajištění bytu předem. Pres to že léčiti se, příp. krásně ztráviti ve státních lázních Herlanech u Košic, kde je dosud pro nedostatek reklamy návštěva sporá, ač je tam léčiti bydleni ve vilách, obklopených nekonečnými lesy, a jedinečný gejzír. Upozorňujeme tímto vezmou za vděk zajisté zvláště ti, kdož na Slovensko již se rozjeli a nemohou se nikde trvale ubytovati, poněvadž všechno je již zadáno, a kteří nepotřebují speciálního léčení v některém sanatoriu. bbox=[52, 1075, 545, 1321]
column-2 bbox=[582, 203, 1076, 2156]
article-text: Spolek chovatelů poštovních holubů „Letec“, Praha-Smíchov, pořádal 13. t. m. závody poštovních holubů na trati Nové Zámky, Slovensko, Praha (vzdušná čára 360 km). Holubi, ač vypuštěni za stávající sluneční mlhy v místě vypouštění, letěli po cestě na Českomoravské vysočině deštěm pila svého vrcholu a i v Praze byla patrna, doletěli v čase daleko kratším, nežli předpisuje min. nár. obrany pro závodníky. Jako vítězové získali: I. cenu holub s nánožním kroužkem Č S R III 22 — 408, II. cenu holub s nánožním kroužkem Č S A 23 — 493. bbox=[52, 703, 545, 879]
article-text: V továrně firmy Landys a Gyr v Karlíně, Vinohradské ul. č. 1, vybuchl včera před 11. hod. dopolední kotel na vzduchový tlak. Při výbuchu vyražena byla střecha domu a prorážen strop u úřadovny čsl. drah v I. poschodí téhož domu. O případu vyrozuměna byla stavební komise hlavního města Prahy, aby zjistila příčinu výbuchu. Zraněn při tom nebyl nikdo. bbox=[582, 1491, 1076, 1614]
article-headline: Mylná zpráva. bbox=[1132, 1683, 1247, 1700]
article-headline: Padělaná koruna. bbox=[1136, 643, 1292, 661]
